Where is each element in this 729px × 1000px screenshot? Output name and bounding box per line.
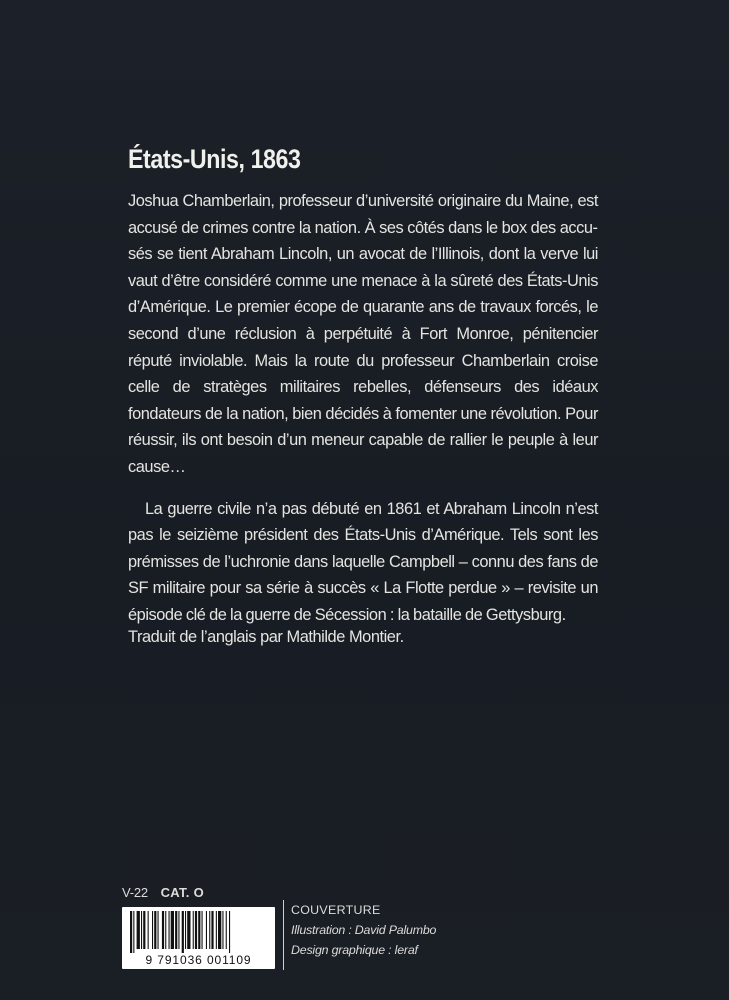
cover-title: États-Unis, 1863 (128, 144, 301, 174)
barcode-bar (198, 911, 200, 949)
barcode-bar (141, 911, 142, 949)
barcode-bars (130, 911, 267, 953)
barcode-bar (158, 911, 159, 949)
barcode-bar (187, 911, 190, 949)
barcode-number: 9 791036 001109 (145, 953, 252, 967)
barcode-bar (175, 911, 177, 949)
barcode-bar (171, 911, 174, 949)
design-credit: Design graphique : leraf (291, 943, 418, 957)
isbn-barcode (122, 907, 275, 969)
barcode-bar (211, 911, 213, 949)
barcode-bar (185, 911, 186, 949)
credits-heading: COUVERTURE (291, 903, 381, 917)
category-label: CAT. O (160, 885, 205, 900)
barcode-bar (154, 911, 156, 949)
barcode-bar (222, 911, 223, 949)
barcode-bar (206, 911, 207, 949)
blurb-paragraph-1: Joshua Chamberlain, professeur d’université originaire du Maine, est accusé de crimes contre la nation. À ses côtés dans le box des accusés se tient Abraham Lincoln, un avocat de l’Illinois, dont la verve lui vaut d’être considéré comme une menace à la sûreté des États-Unis d’Amérique. Le premier écope de quarante ans de travaux forcés, le second d’une réclusion à perpétuité à Fort Monroe, pénitencier réputé inviolable. Mais la route du professeur Chamberlain croise celle de stratèges militaires rebelles, défenseurs des idéaux fondateurs de la nation, bien décidés à fomenter une révolution. Pour réussir, ils ont besoin d’un meneur capable de rallier le peuple à leur cause… (128, 192, 598, 476)
barcode-bar (195, 911, 197, 949)
barcode-bar (193, 911, 194, 949)
barcode-bar (216, 911, 217, 949)
barcode-bar (169, 911, 170, 949)
barcode-bar (209, 911, 210, 949)
barcode-bar (130, 911, 132, 953)
cover-credits (283, 900, 436, 970)
barcode-bar (226, 911, 227, 949)
barcode-bar (162, 911, 164, 949)
barcode-bar (229, 911, 230, 953)
blurb-paragraph-2: La guerre civile n’a pas débuté en 1861 et Abraham Lincoln n’est pas le seizième président des États-Unis d’Amérique. Tels sont les prémisses de l’uchronie dans laquelle Campbell – connu des fans de SF militaire pour sa série à succès « La Flotte perdue » – revisite un épisode clé de la guerre de Sécession : la bataille de Gettysburg. (128, 499, 598, 624)
translation-credit: Traduit de l’anglais par Mathilde Montier. (128, 628, 404, 646)
illustration-credit: Illustration : David Palumbo (291, 923, 437, 937)
barcode-bar (133, 911, 134, 953)
barcode-bar (182, 911, 184, 953)
catalog-info (122, 885, 204, 900)
barcode-bar (218, 911, 221, 949)
barcode-bar (137, 911, 140, 949)
barcode-bar (165, 911, 166, 949)
blurb (128, 188, 598, 629)
barcode-bar (148, 911, 149, 949)
barcode-bar (152, 911, 153, 949)
barcode-bar (202, 911, 203, 949)
barcode-bar (178, 911, 179, 949)
barcode-bar (143, 911, 145, 949)
series-code: V-22 (122, 885, 148, 900)
